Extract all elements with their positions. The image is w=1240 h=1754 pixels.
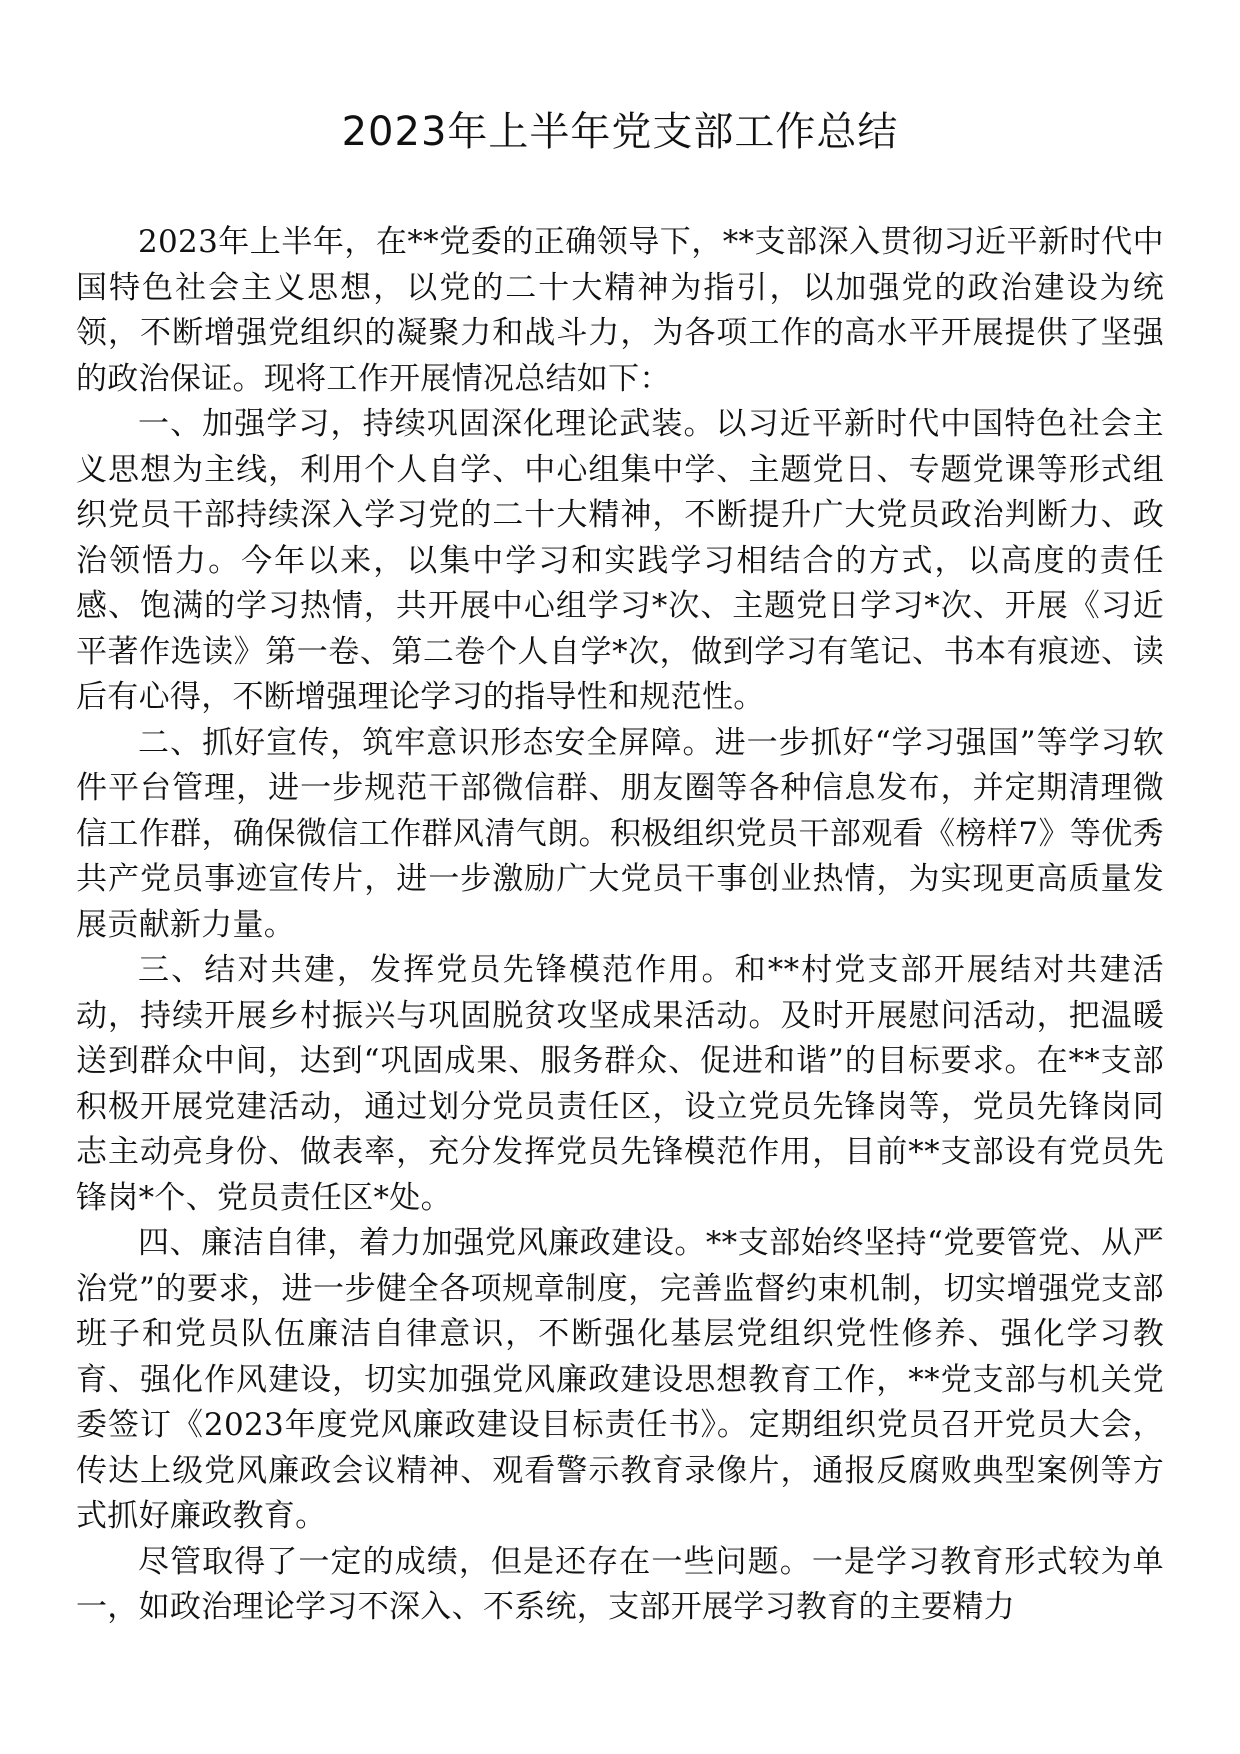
paragraph-section-3-joint-building: 三、结对共建，发挥党员先锋模范作用。和**村党支部开展结对共建活动，持续开展乡村振兴与巩固脱贫攻坚成果活动。及时开展慰问活动，把温暖送到群众中间，达到“巩固成果、服务群众、促进和谐”的目标要求。在**支部积极开展党建活动，通过划分党员责任区，设立党员先锋岗等，党员先锋岗同志主动亮身份、做表率，充分发挥党员先锋模范作用，目前**支部设有党员先锋岗*个、党员责任区*处。 — [76, 952, 1164, 1216]
paragraph-section-1-study: 一、加强学习，持续巩固深化理论武装。以习近平新时代中国特色社会主义思想为主线，利用个人自学、中心组集中学、主题党日、专题党课等形式组织党员干部持续深入学习党的二十大精神，不断提升广大党员政治判断力、政治领悟力。今年以来，以集中学习和实践学习相结合的方式，以高度的责任感、饱满的学习热情，共开展中心组学习*次、主题党日学习*次、开展《习近平著作选读》第一卷、第二卷个人自学*次，做到学习有笔记、书本有痕迹、读后有心得，不断增强理论学习的指导性和规范性。 — [76, 406, 1164, 715]
paragraph-section-4-integrity: 四、廉洁自律，着力加强党风廉政建设。**支部始终坚持“党要管党、从严治党”的要求，进一步健全各项规章制度，完善监督约束机制，切实增强党支部班子和党员队伍廉洁自律意识，不断强化基层党组织党性修养、强化学习教育、强化作风建设，切实加强党风廉政建设思想教育工作，**党支部与机关党委签订《2023年度党风廉政建设目标责任书》。定期组织党员召开党员大会，传达上级党风廉政会议精神、观看警示教育录像片，通报反腐败典型案例等方式抓好廉政教育。 — [76, 1225, 1164, 1534]
paragraph-section-2-publicity: 二、抓好宣传，筑牢意识形态安全屏障。进一步抓好“学习强国”等学习软件平台管理，进一步规范干部微信群、朋友圈等各种信息发布，并定期清理微信工作群，确保微信工作群风清气朗。积极组织党员干部观看《榜样7》等优秀共产党员事迹宣传片，进一步激励广大党员干事创业热情，为实现更高质量发展贡献新力量。 — [76, 724, 1164, 943]
paragraph-problems: 尽管取得了一定的成绩，但是还存在一些问题。一是学习教育形式较为单一，如政治理论学习不深入、不系统，支部开展学习教育的主要精力 — [76, 1543, 1164, 1625]
document-title: 2023年上半年党支部工作总结 — [341, 109, 899, 155]
document-body — [76, 220, 1164, 1631]
paragraph-intro: 2023年上半年，在**党委的正确领导下，**支部深入贯彻习近平新时代中国特色社会主义思想，以党的二十大精神为指引，以加强党的政治建设为统领，不断增强党组织的凝聚力和战斗力，为各项工作的高水平开展提供了坚强的政治保证。现将工作开展情况总结如下： — [76, 224, 1164, 397]
